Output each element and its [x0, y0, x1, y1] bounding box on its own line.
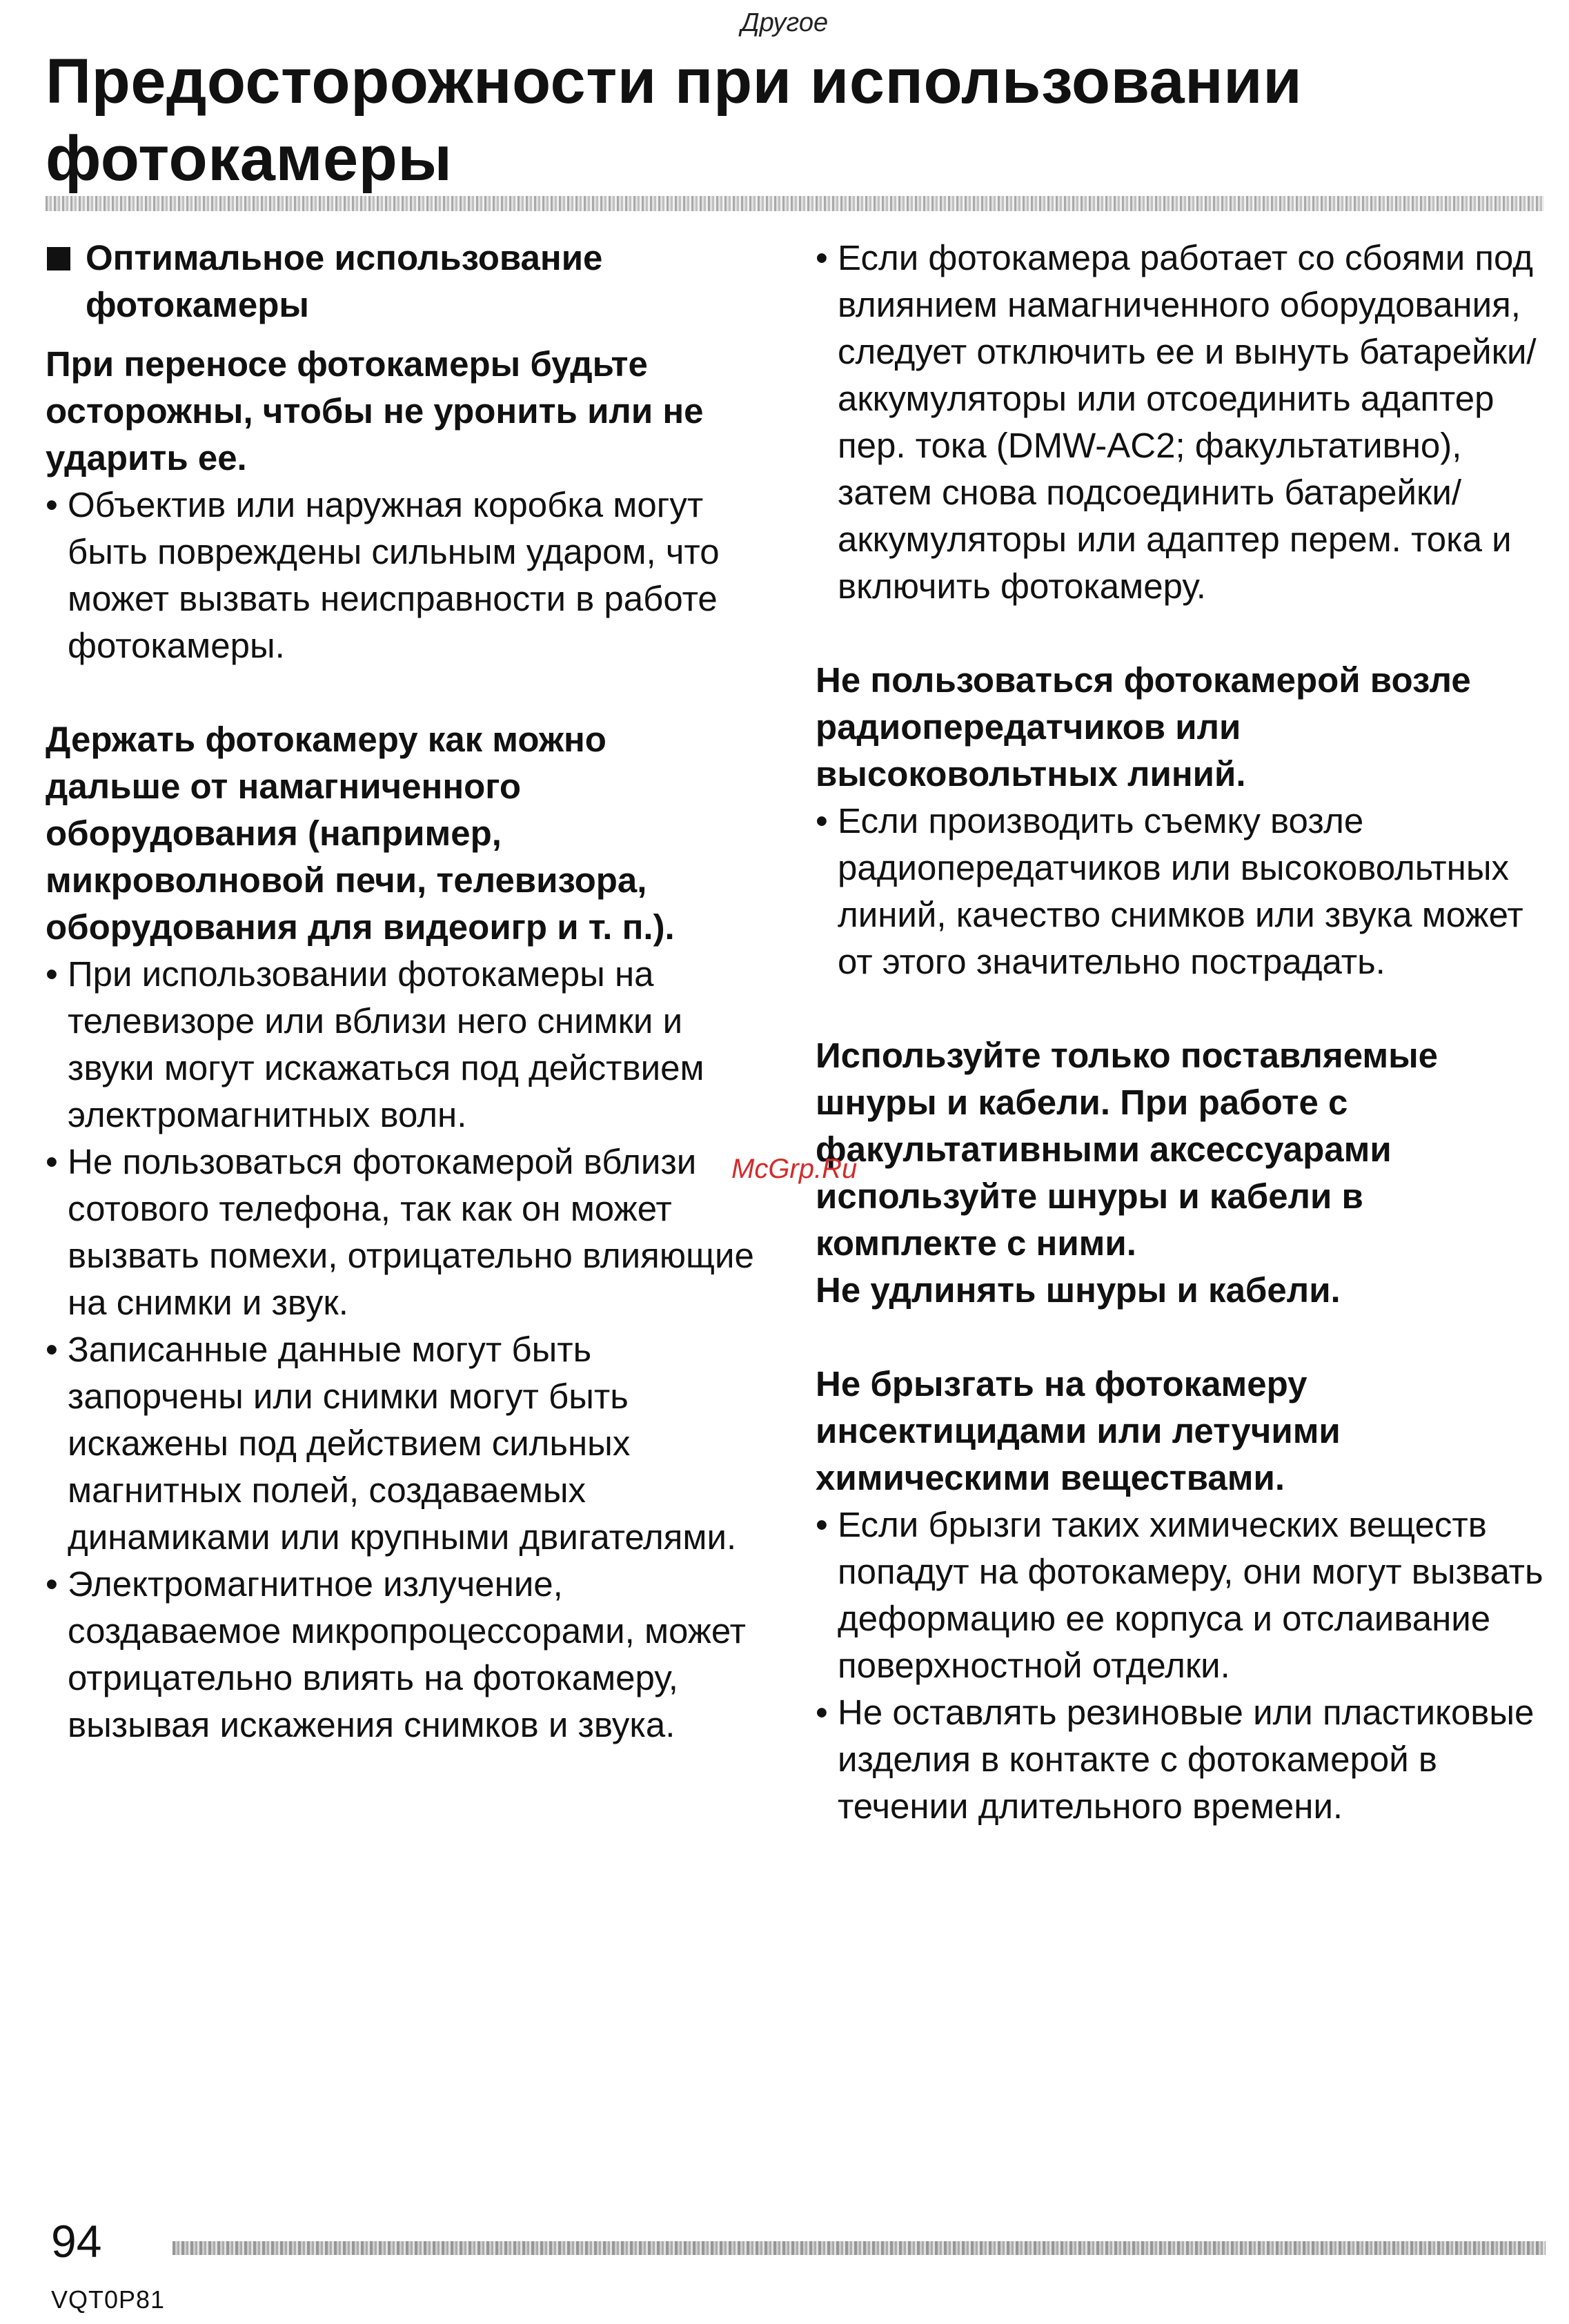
heading-radio	[816, 657, 1547, 798]
bullet-item: • Электромагнитное излучение, создаваемое микропроцессорами, может отрицательно влиять на фотокамеру, вызывая искажения снимков и звука.	[46, 1561, 777, 1749]
heading-line: Держать фотокамеру как можно	[46, 720, 606, 759]
block-title	[46, 235, 777, 328]
heading-line: ударить ее.	[46, 438, 247, 477]
heading-line: шнуры и кабели. При работе с	[816, 1083, 1348, 1122]
bullet-item: • Если фотокамера работает со сбоями под влиянием намагниченного оборудования, следует отключить ее и вынуть батарейки/аккумуляторы или отсоединить адаптер пер. тока (DMW-AC2; факультативно), затем снова подсоединить батарейки/ аккумуляторы или адаптер перем. тока и включить фотокамеру.	[816, 235, 1547, 610]
heading-line: Не удлинять шнуры и кабели.	[816, 1270, 1341, 1310]
heading-line: Используйте только поставляемые	[816, 1036, 1439, 1075]
page-title-line-1: Предосторожности при использовании	[46, 46, 1303, 117]
heading-magnetic	[46, 716, 777, 951]
heading-line: высоковольтных линий.	[816, 754, 1246, 794]
heading-line: дальше от намагниченного	[46, 767, 521, 806]
heading-line: Не пользоваться фотокамерой возле	[816, 660, 1471, 700]
heading-carry	[46, 341, 777, 482]
heading-line: осторожны, чтобы не уронить или не	[46, 391, 704, 431]
bullet-item: • При использовании фотокамеры на телевизоре или вблизи него снимки и звуки могут искажаться под действием электромагнитных волн.	[46, 951, 777, 1139]
heading-line: оборудования для видеоигр и т. п.).	[46, 907, 675, 947]
bullet-item: • Не оставлять резиновые или пластиковые изделия в контакте с фотокамерой в течении длительного времени.	[816, 1689, 1547, 1830]
title-rule	[46, 196, 1544, 211]
heading-line: При переносе фотокамеры будьте	[46, 344, 648, 384]
bullet-item: • Записанные данные могут быть запорчены или снимки могут быть искажены под действием сильных магнитных полей, создаваемых динамиками или крупными двигателями.	[46, 1326, 777, 1561]
section-label: Другое	[740, 8, 829, 37]
block-title-line-1: Оптимальное использование	[86, 238, 603, 277]
page-title	[46, 43, 1494, 197]
page-number: 94	[51, 2216, 102, 2267]
model-code: VQT0P81	[51, 2285, 166, 2314]
square-bullet-icon	[47, 247, 70, 270]
left-column	[46, 235, 777, 1749]
heading-line: факультативными аксессуарами	[816, 1130, 1392, 1169]
bullet-list-radio	[816, 798, 1547, 985]
heading-line: радиопередатчиков или	[816, 707, 1241, 747]
bullet-item: • Не пользоваться фотокамерой вблизи сотового телефона, так как он может вызвать помехи, отрицательно влияющие на снимки и звук.	[46, 1139, 777, 1326]
bullet-list-continued	[816, 235, 1547, 610]
bullet-item: • Объектив или наружная коробка могут быть повреждены сильным ударом, что может вызвать неисправности в работе фотокамеры.	[46, 482, 777, 669]
watermark: McGrp.Ru	[731, 1154, 858, 1184]
heading-line: используйте шнуры и кабели в	[816, 1176, 1363, 1216]
heading-chemicals	[816, 1361, 1547, 1501]
bullet-item: • Если производить съемку возле радиопередатчиков или высоковольтных линий, качество снимков или звука может от этого значительно пострадать.	[816, 798, 1547, 985]
heading-line: микроволновой печи, телевизора,	[46, 860, 647, 900]
right-column	[816, 235, 1547, 1830]
heading-line: химическими веществами.	[816, 1458, 1285, 1497]
page-title-line-2: фотокамеры	[46, 124, 453, 194]
heading-line: оборудования (например,	[46, 814, 502, 853]
bullet-list-chemicals	[816, 1501, 1547, 1830]
heading-line: Не брызгать на фотокамеру	[816, 1364, 1308, 1404]
bullet-item: • Если брызги таких химических веществ попадут на фотокамеру, они могут вызвать деформацию ее корпуса и отслаивание поверхностной отделки.	[816, 1501, 1547, 1689]
bullet-list-magnetic	[46, 951, 777, 1749]
heading-line: комплекте с ними.	[816, 1223, 1136, 1263]
bullet-list-carry	[46, 482, 777, 669]
block-title-line-2: фотокамеры	[86, 285, 309, 324]
heading-line: инсектицидами или летучими	[816, 1411, 1341, 1450]
footer-rule	[172, 2241, 1546, 2255]
heading-cables	[816, 1032, 1547, 1314]
